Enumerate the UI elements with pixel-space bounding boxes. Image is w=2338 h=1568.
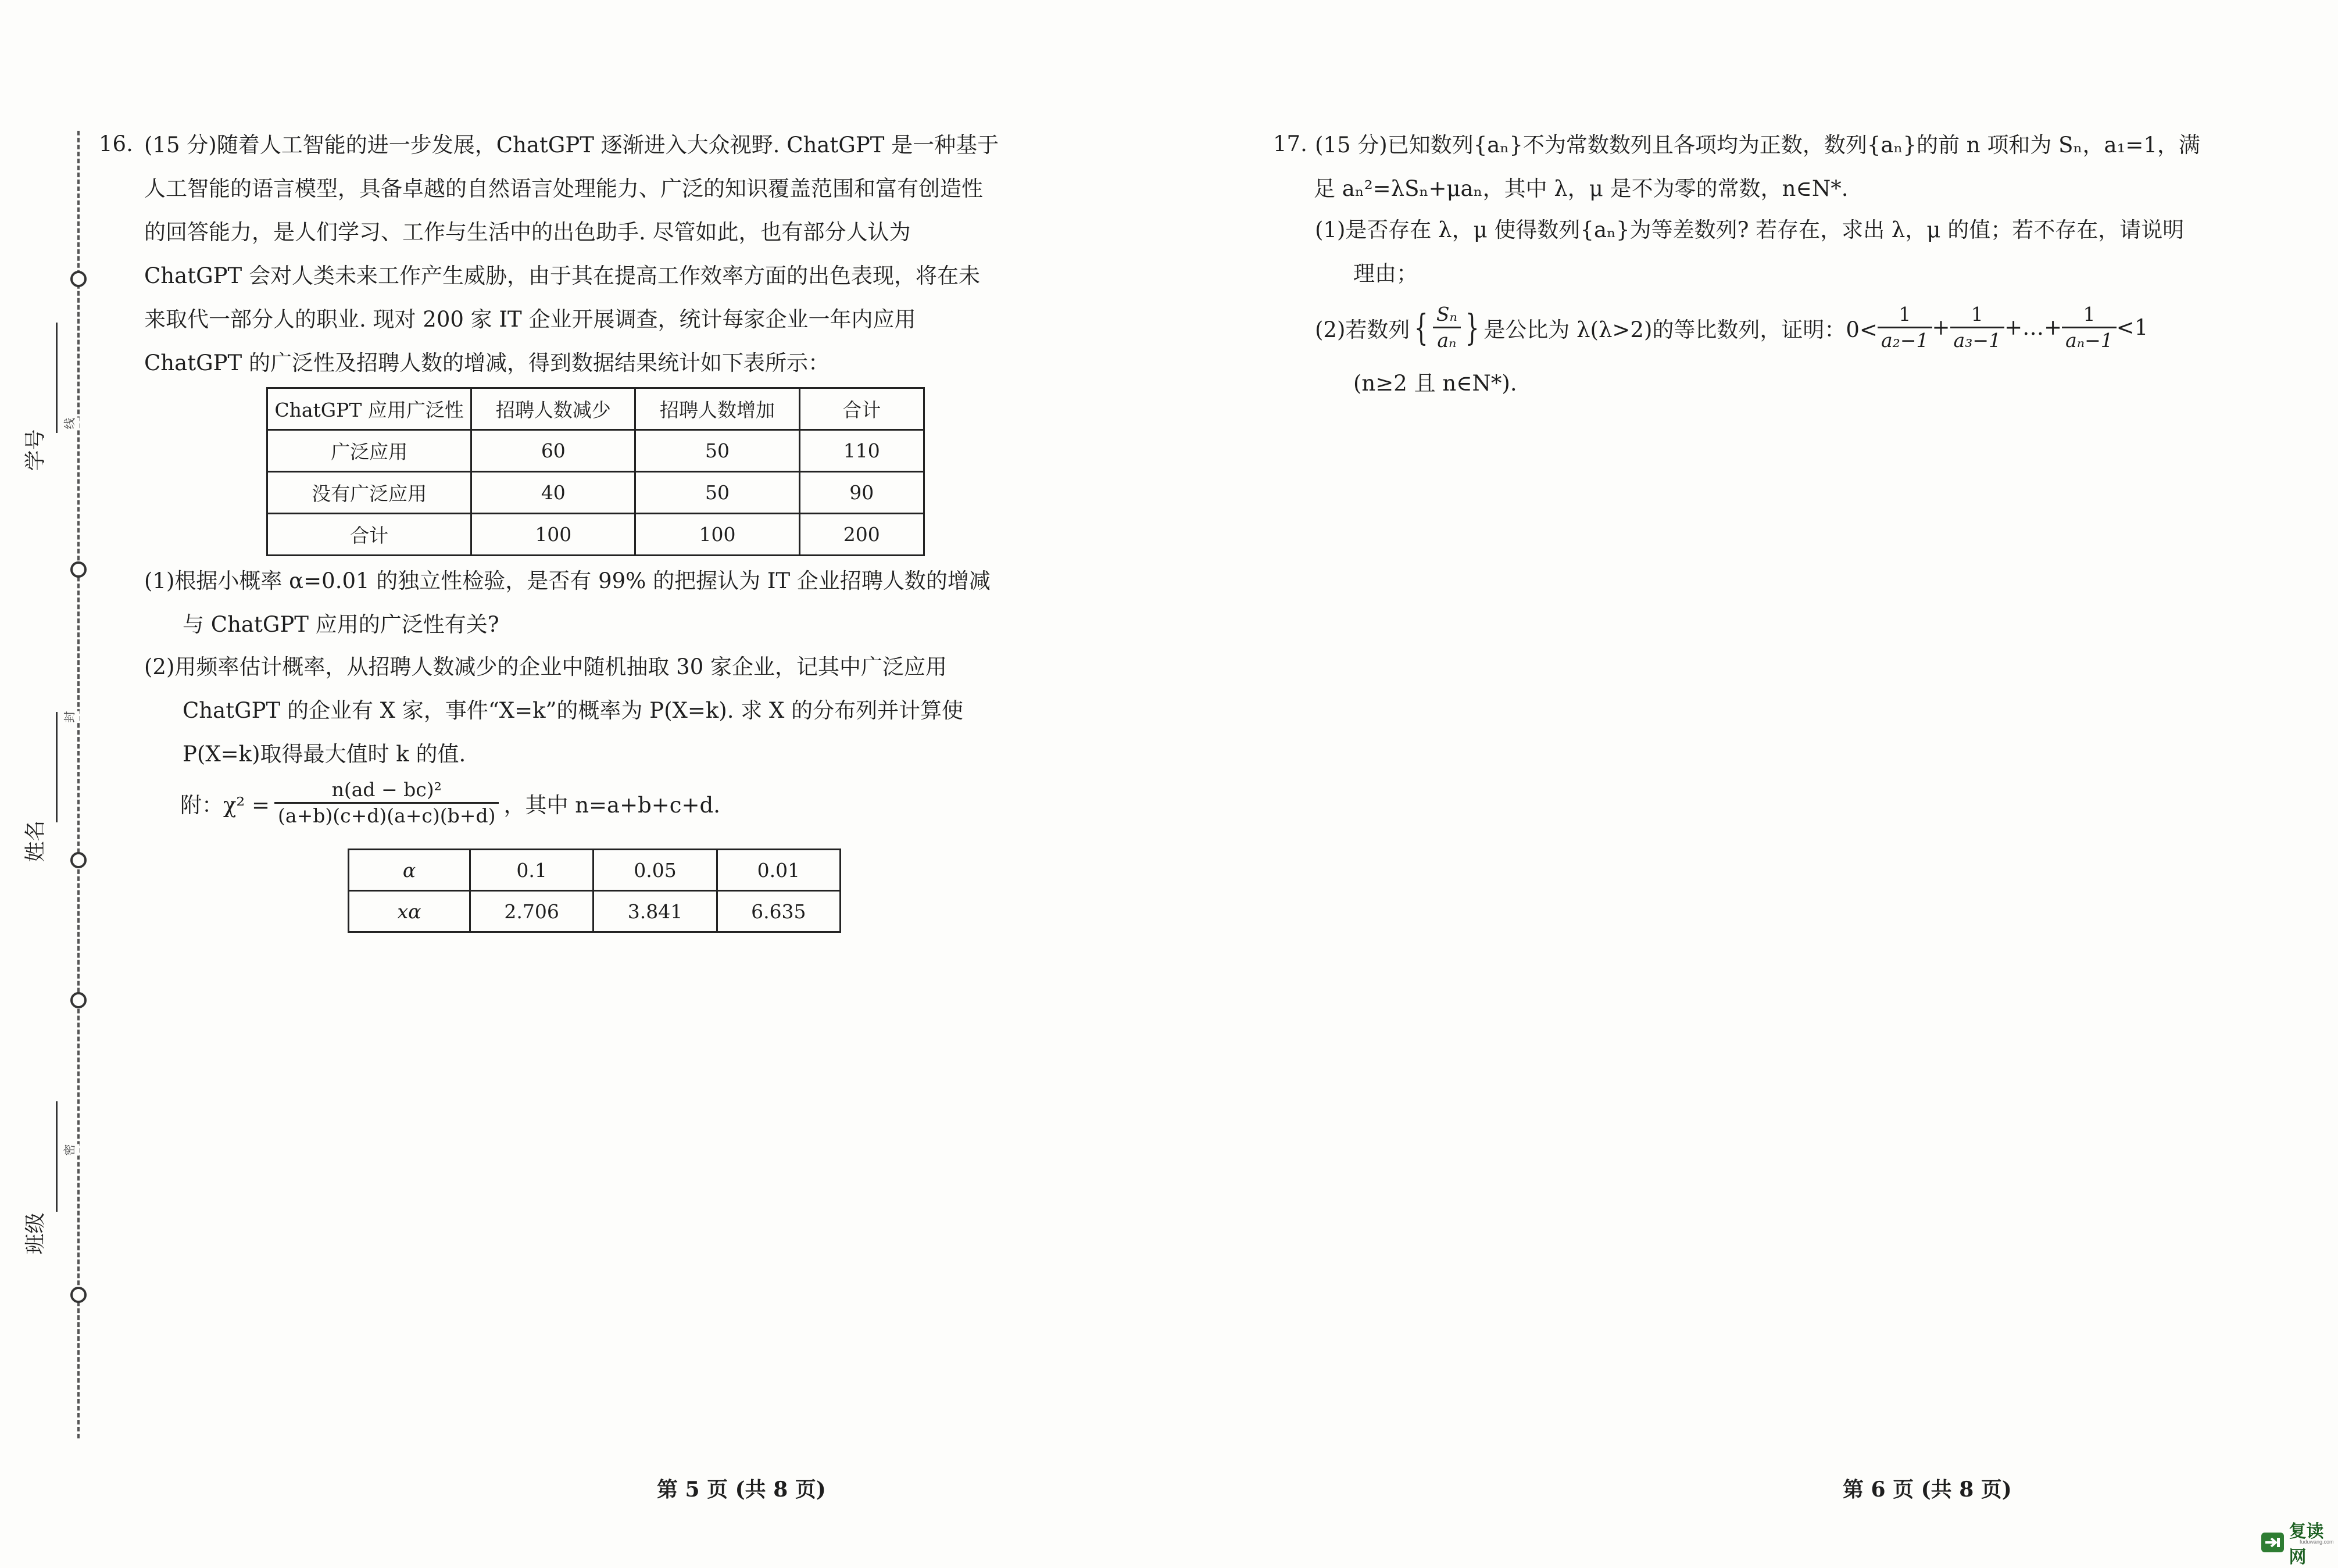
ellipsis-sum: +…+ [2004,315,2062,340]
part-2-line: P(X=k)取得最大值时 k 的值. [183,742,466,767]
name-underline [56,712,58,822]
fraction-denominator: a₃−1 [1950,327,2005,353]
question-16-line: 来取代一部分人的职业. 现对 200 家 IT 企业开展调查，统计每家企业一年内应用 [144,307,916,332]
question-16-line: ChatGPT 的广泛性及招聘人数的增减，得到数据结果统计如下表所示： [144,350,830,375]
question-16-part-2 [144,645,963,776]
binding-hole [70,561,87,578]
table-cell: 0.05 [594,850,717,891]
fraction-numerator: 1 [1899,303,1911,325]
table-cell: 100 [635,514,799,556]
table-row [349,891,841,932]
table-cell: α [349,850,470,891]
table-cell: 3.841 [594,891,717,932]
fraction-denominator: a₂−1 [1878,327,1932,353]
binding-dashed-line [77,131,80,1438]
table-cell: 0.1 [470,850,594,891]
part-2-end: <1 [2116,315,2148,340]
table-header-cell: 合计 [799,388,924,430]
binding-hole [70,271,87,287]
part-2-line: ChatGPT 的企业有 X 家，事件“X=k”的概率为 P(X=k). 求 X 的分布列并计算使 [183,698,964,723]
question-16-line: 人工智能的语言模型，具备卓越的自然语言处理能力、广泛的知识覆盖范围和富有创造性 [144,176,983,201]
critical-value-table [348,849,841,933]
binding-hole [70,992,87,1008]
right-brace-icon: } [1465,306,1479,349]
part-2-middle: 是公比为 λ(λ>2)的等比数列，证明：0< [1483,317,1878,342]
left-brace-icon: { [1414,306,1428,349]
question-17-line: 足 aₙ²=λSₙ+μaₙ，其中 λ，μ 是不为零的常数，n∈N*. [1314,176,1849,201]
student-id-label: 学号 [23,429,48,471]
formula-denominator: (a+b)(c+d)(a+c)(b+d) [274,802,499,828]
fraction-term-1 [1878,302,1932,353]
table-cell: 广泛应用 [267,430,471,472]
table-row [349,850,841,891]
binding-hole [70,852,87,868]
fraction-term-n [2062,302,2117,353]
formula-numerator: n(ad − bc)² [331,778,442,801]
question-16-line: ChatGPT 会对人类未来工作产生威胁，由于其在提高工作效率方面的出色表现，将在未 [144,263,980,288]
table-row [267,472,924,514]
student-id-underline [56,323,58,433]
seal-word-line: 线 [58,418,80,429]
table-cell: 0.01 [717,850,840,891]
page-footer-left: 第 5 页 (共 8 页) [657,1477,826,1502]
table-cell: 200 [799,514,924,556]
table-cell: 没有广泛应用 [267,472,471,514]
brace-fraction [1433,302,1461,353]
watermark-brand: 复读网 [2289,1522,2324,1567]
table-cell: 110 [799,430,924,472]
table-cell: 50 [635,472,799,514]
table-row [267,514,924,556]
binding-hole [70,1287,87,1303]
part-2-line: (2)用频率估计概率，从招聘人数减少的企业中随机抽取 30 家企业，记其中广泛应用 [144,654,948,679]
formula-fraction [274,778,499,828]
page-footer-right: 第 6 页 (共 8 页) [1843,1477,2012,1502]
table-row [267,430,924,472]
part-1-line: (1)根据小概率 α=0.01 的独立性检验，是否有 99% 的把握认为 IT 企业招聘人数的增减 [144,568,991,593]
part-1-line: 理由； [1353,261,1418,286]
contingency-table [266,387,925,556]
table-cell: 90 [799,472,924,514]
class-underline [56,1101,58,1212]
question-16-line: 的回答能力，是人们学习、工作与生活中的出色助手. 尽管如此，也有部分人认为 [144,220,911,245]
table-header-cell: ChatGPT 应用广泛性 [267,388,471,430]
question-17-part-2-line-2: (n≥2 且 n∈N*). [1353,371,1517,396]
table-cell: 50 [635,430,799,472]
question-17-stem [1315,123,2200,210]
name-label: 姓名 [23,820,48,862]
question-17-number: 17. [1273,131,1307,156]
part-1-line: 与 ChatGPT 应用的广泛性有关? [183,612,499,637]
question-16-stem [144,123,999,385]
table-cell: 100 [471,514,635,556]
fraction-numerator: 1 [2083,303,2096,325]
part-2-prefix: (2)若数列 [1315,317,1410,342]
fraction-numerator: 1 [1971,303,1983,325]
seal-word-seal: 封 [58,711,80,723]
table-cell: 40 [471,472,635,514]
brace-numerator: Sₙ [1436,303,1457,325]
question-17-part-2 [1315,302,2148,353]
formula-prefix: 附：χ² = [180,792,270,818]
question-16-part-1 [144,559,991,646]
plus-sign: + [1932,315,1950,340]
arrow-logo-icon [2261,1533,2284,1552]
table-header-row [267,388,924,430]
table-cell: 2.706 [470,891,594,932]
question-16-number: 16. [99,131,133,156]
class-label: 班级 [23,1212,48,1255]
table-cell: 60 [471,430,635,472]
question-17-part-1 [1315,208,2184,295]
question-16-line: (15 分)随着人工智能的进一步发展，ChatGPT 逐渐进入大众视野. ChatGPT 是一种基于 [144,133,999,157]
formula-suffix: ，其中 n=a+b+c+d. [503,792,720,818]
table-header-cell: 招聘人数减少 [471,388,635,430]
table-cell: 6.635 [717,891,840,932]
table-header-cell: 招聘人数增加 [635,388,799,430]
part-1-line: (1)是否存在 λ，μ 使得数列{aₙ}为等差数列? 若存在，求出 λ，μ 的值；若不存在，请说明 [1315,217,2185,242]
fraction-term-2 [1950,302,2005,353]
watermark-sub: fuduwang.com [2300,1539,2334,1545]
fraction-denominator: aₙ−1 [2062,327,2117,353]
chi-square-formula [180,778,720,828]
table-cell: xα [349,891,470,932]
question-17-line: (15 分)已知数列{aₙ}不为常数数列且各项均为正数，数列{aₙ}的前 n 项和为 Sₙ，a₁=1，满 [1315,133,2200,157]
watermark-logo [2261,1517,2338,1568]
seal-word-dense: 密 [58,1144,80,1156]
brace-denominator: aₙ [1433,327,1461,353]
table-cell: 合计 [267,514,471,556]
